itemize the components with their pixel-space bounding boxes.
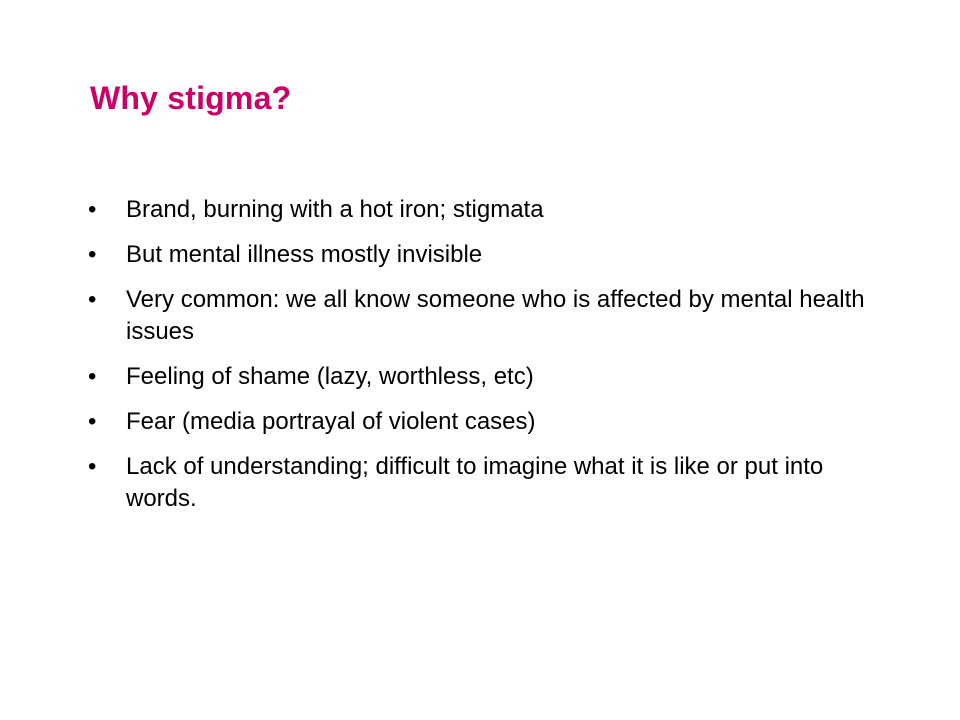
bullet-item <box>88 406 878 438</box>
bullet-icon: • <box>88 241 97 268</box>
bullet-item <box>88 451 878 515</box>
bullet-icon: • <box>88 286 97 313</box>
bullet-icon: • <box>88 453 97 480</box>
bullet-item <box>88 284 878 348</box>
bullet-item <box>88 194 878 226</box>
bullet-icon: • <box>88 408 97 435</box>
bullet-icon: • <box>88 363 97 390</box>
bullet-text: Fear (media portrayal of violent cases) <box>126 408 536 435</box>
bullet-item <box>88 239 878 271</box>
bullet-text: Feeling of shame (lazy, worthless, etc) <box>126 363 534 390</box>
bullet-text: Brand, burning with a hot iron; stigmata <box>126 196 544 223</box>
bullet-text: Very common: we all know someone who is affected by mental health issues <box>126 286 865 345</box>
bullet-item <box>88 361 878 393</box>
bullet-list <box>88 194 878 528</box>
bullet-icon: • <box>88 196 97 223</box>
bullet-text: Lack of understanding; difficult to imagine what it is like or put into words. <box>126 453 824 512</box>
slide-title: Why stigma? <box>90 80 292 116</box>
bullet-text: But mental illness mostly invisible <box>126 241 483 268</box>
